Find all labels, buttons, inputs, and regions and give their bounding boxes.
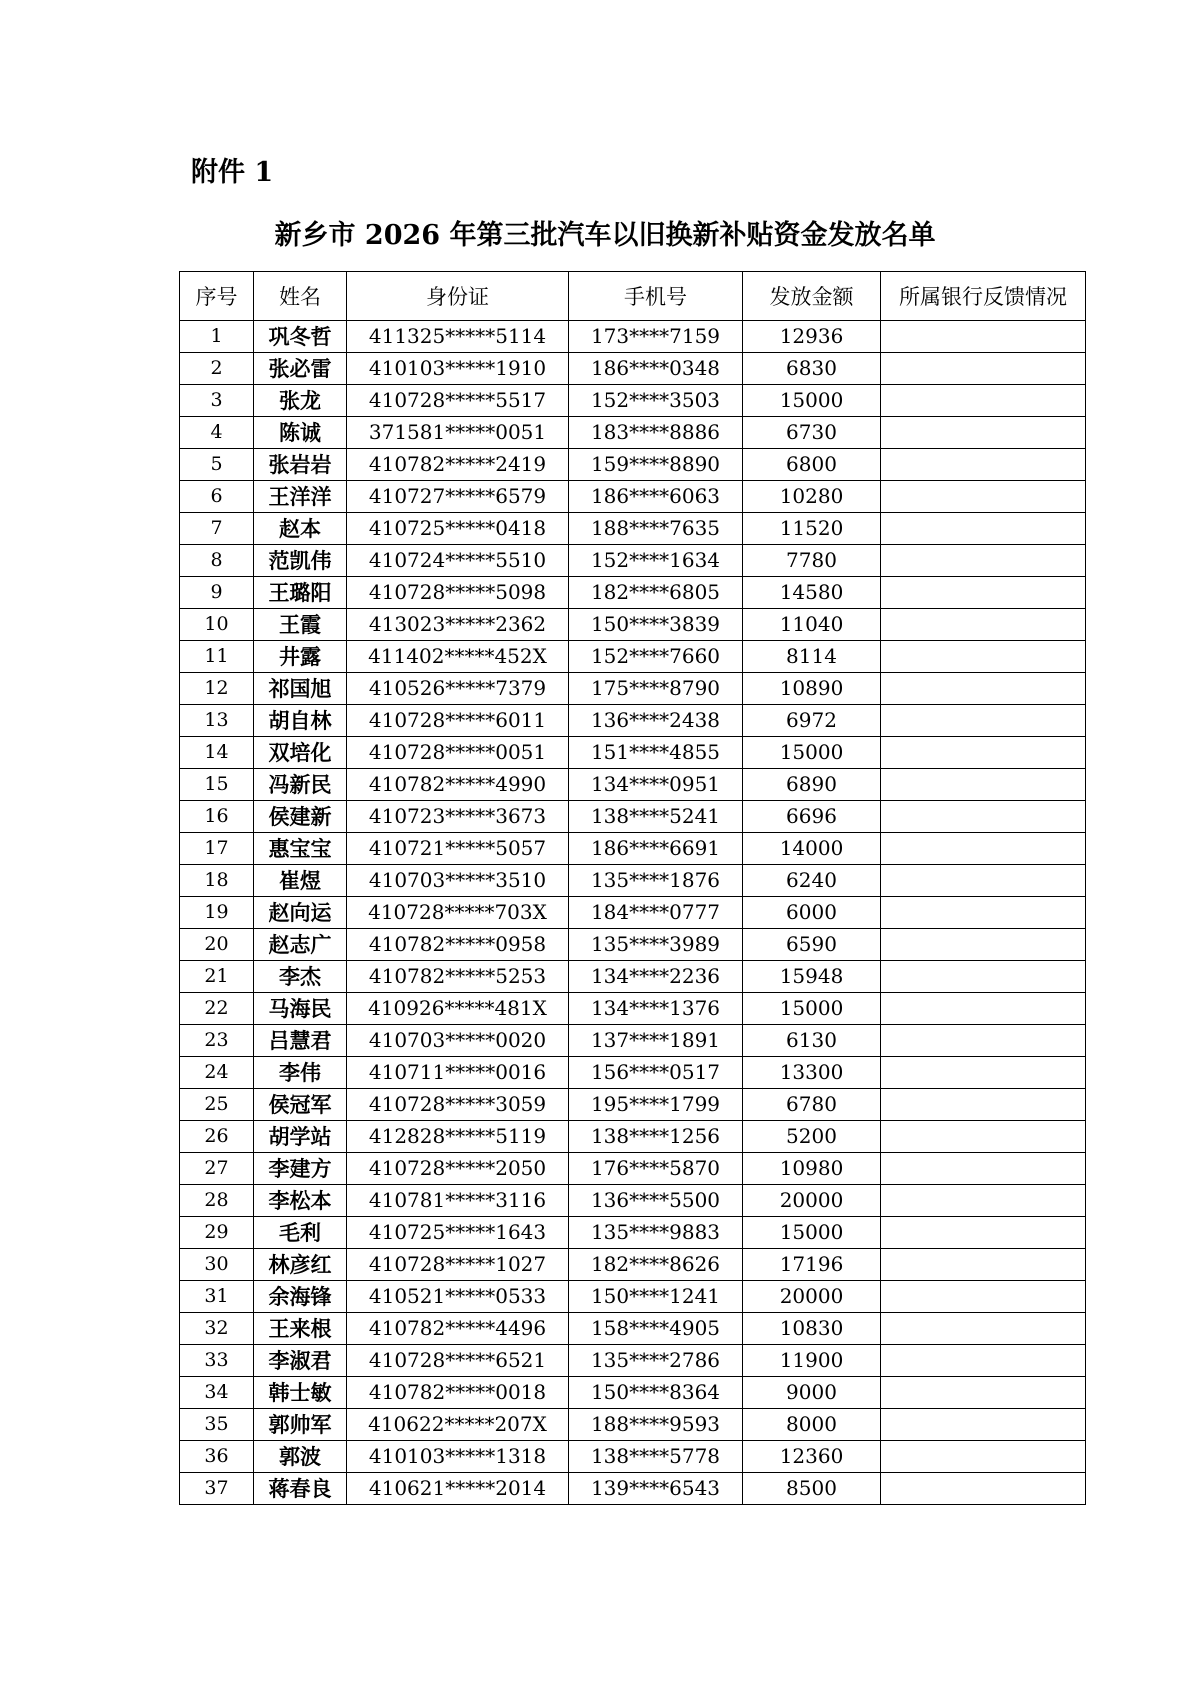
- cell-seq: 13: [180, 705, 254, 737]
- cell-bank-feedback: [881, 801, 1086, 833]
- table-row: [180, 417, 1086, 449]
- cell-seq: 16: [180, 801, 254, 833]
- cell-bank-feedback: [881, 1121, 1086, 1153]
- table-row: [180, 513, 1086, 545]
- cell-name: 陈诚: [254, 417, 347, 449]
- cell-seq: 35: [180, 1409, 254, 1441]
- cell-bank-feedback: [881, 865, 1086, 897]
- cell-name: 巩冬哲: [254, 321, 347, 353]
- cell-seq: 22: [180, 993, 254, 1025]
- cell-amount: 10830: [743, 1313, 881, 1345]
- cell-id-number: 410703*****3510: [347, 865, 569, 897]
- cell-amount: 6730: [743, 417, 881, 449]
- cell-seq: 20: [180, 929, 254, 961]
- cell-id-number: 410703*****0020: [347, 1025, 569, 1057]
- cell-id-number: 410782*****2419: [347, 449, 569, 481]
- cell-seq: 30: [180, 1249, 254, 1281]
- cell-amount: 8000: [743, 1409, 881, 1441]
- header-bank-feedback: 所属银行反馈情况: [881, 272, 1086, 321]
- cell-phone: 176****5870: [569, 1153, 743, 1185]
- cell-amount: 10280: [743, 481, 881, 513]
- cell-name: 蒋春良: [254, 1473, 347, 1505]
- cell-phone: 150****1241: [569, 1281, 743, 1313]
- cell-amount: 20000: [743, 1185, 881, 1217]
- cell-name: 王璐阳: [254, 577, 347, 609]
- cell-seq: 21: [180, 961, 254, 993]
- cell-amount: 11520: [743, 513, 881, 545]
- cell-bank-feedback: [881, 545, 1086, 577]
- cell-amount: 6240: [743, 865, 881, 897]
- table-row: [180, 769, 1086, 801]
- table-row: [180, 1153, 1086, 1185]
- cell-amount: 6780: [743, 1089, 881, 1121]
- cell-amount: 12360: [743, 1441, 881, 1473]
- cell-seq: 32: [180, 1313, 254, 1345]
- cell-amount: 10890: [743, 673, 881, 705]
- cell-amount: 5200: [743, 1121, 881, 1153]
- cell-name: 侯冠军: [254, 1089, 347, 1121]
- cell-name: 韩士敏: [254, 1377, 347, 1409]
- cell-bank-feedback: [881, 1441, 1086, 1473]
- cell-name: 余海锋: [254, 1281, 347, 1313]
- cell-id-number: 410621*****2014: [347, 1473, 569, 1505]
- cell-bank-feedback: [881, 1057, 1086, 1089]
- table-row: [180, 929, 1086, 961]
- cell-bank-feedback: [881, 1153, 1086, 1185]
- cell-phone: 195****1799: [569, 1089, 743, 1121]
- cell-bank-feedback: [881, 673, 1086, 705]
- table-row: [180, 1409, 1086, 1441]
- cell-phone: 135****3989: [569, 929, 743, 961]
- cell-bank-feedback: [881, 1217, 1086, 1249]
- cell-name: 范凯伟: [254, 545, 347, 577]
- cell-id-number: 410103*****1318: [347, 1441, 569, 1473]
- cell-id-number: 410727*****6579: [347, 481, 569, 513]
- cell-amount: 15000: [743, 737, 881, 769]
- table-row: [180, 961, 1086, 993]
- cell-id-number: 410728*****2050: [347, 1153, 569, 1185]
- cell-seq: 2: [180, 353, 254, 385]
- cell-phone: 138****5241: [569, 801, 743, 833]
- cell-seq: 25: [180, 1089, 254, 1121]
- cell-amount: 15000: [743, 1217, 881, 1249]
- cell-id-number: 410721*****5057: [347, 833, 569, 865]
- cell-phone: 152****3503: [569, 385, 743, 417]
- cell-seq: 1: [180, 321, 254, 353]
- cell-amount: 8114: [743, 641, 881, 673]
- cell-seq: 5: [180, 449, 254, 481]
- cell-name: 李伟: [254, 1057, 347, 1089]
- table-row: [180, 353, 1086, 385]
- cell-phone: 134****1376: [569, 993, 743, 1025]
- table-row: [180, 1217, 1086, 1249]
- cell-phone: 158****4905: [569, 1313, 743, 1345]
- table-row: [180, 1025, 1086, 1057]
- cell-bank-feedback: [881, 1089, 1086, 1121]
- cell-phone: 138****5778: [569, 1441, 743, 1473]
- table-row: [180, 1249, 1086, 1281]
- cell-bank-feedback: [881, 481, 1086, 513]
- cell-name: 李建方: [254, 1153, 347, 1185]
- table-row: [180, 385, 1086, 417]
- cell-phone: 173****7159: [569, 321, 743, 353]
- cell-bank-feedback: [881, 1345, 1086, 1377]
- cell-phone: 182****8626: [569, 1249, 743, 1281]
- cell-name: 张岩岩: [254, 449, 347, 481]
- cell-bank-feedback: [881, 385, 1086, 417]
- cell-bank-feedback: [881, 1313, 1086, 1345]
- table-row: [180, 673, 1086, 705]
- cell-name: 李杰: [254, 961, 347, 993]
- table-row: [180, 1313, 1086, 1345]
- cell-phone: 134****0951: [569, 769, 743, 801]
- cell-name: 王霞: [254, 609, 347, 641]
- cell-seq: 34: [180, 1377, 254, 1409]
- cell-id-number: 410725*****0418: [347, 513, 569, 545]
- cell-amount: 20000: [743, 1281, 881, 1313]
- cell-name: 双培化: [254, 737, 347, 769]
- cell-amount: 14580: [743, 577, 881, 609]
- table-row: [180, 737, 1086, 769]
- cell-id-number: 410724*****5510: [347, 545, 569, 577]
- cell-name: 冯新民: [254, 769, 347, 801]
- cell-bank-feedback: [881, 513, 1086, 545]
- cell-bank-feedback: [881, 1281, 1086, 1313]
- cell-id-number: 410526*****7379: [347, 673, 569, 705]
- cell-id-number: 410723*****3673: [347, 801, 569, 833]
- cell-seq: 9: [180, 577, 254, 609]
- cell-phone: 137****1891: [569, 1025, 743, 1057]
- table-row: [180, 1281, 1086, 1313]
- cell-name: 侯建新: [254, 801, 347, 833]
- cell-bank-feedback: [881, 609, 1086, 641]
- table-row: [180, 1121, 1086, 1153]
- cell-phone: 184****0777: [569, 897, 743, 929]
- cell-id-number: 410728*****6521: [347, 1345, 569, 1377]
- header-amount: 发放金额: [743, 272, 881, 321]
- cell-phone: 138****1256: [569, 1121, 743, 1153]
- header-name: 姓名: [254, 272, 347, 321]
- cell-name: 胡自林: [254, 705, 347, 737]
- cell-seq: 26: [180, 1121, 254, 1153]
- cell-seq: 15: [180, 769, 254, 801]
- cell-amount: 6590: [743, 929, 881, 961]
- cell-amount: 6130: [743, 1025, 881, 1057]
- cell-name: 祁国旭: [254, 673, 347, 705]
- table-row: [180, 641, 1086, 673]
- cell-name: 毛利: [254, 1217, 347, 1249]
- cell-seq: 17: [180, 833, 254, 865]
- cell-name: 林彦红: [254, 1249, 347, 1281]
- cell-seq: 36: [180, 1441, 254, 1473]
- cell-amount: 6830: [743, 353, 881, 385]
- cell-name: 张必雷: [254, 353, 347, 385]
- table-row: [180, 897, 1086, 929]
- document-title: [0, 216, 1190, 256]
- cell-amount: 15000: [743, 385, 881, 417]
- cell-phone: 135****1876: [569, 865, 743, 897]
- cell-seq: 4: [180, 417, 254, 449]
- attachment-label: 附件 1: [191, 157, 274, 188]
- document-title-text: 新乡市 2026 年第三批汽车以旧换新补贴资金发放名单: [274, 220, 936, 251]
- cell-phone: 151****4855: [569, 737, 743, 769]
- cell-name: 郭帅军: [254, 1409, 347, 1441]
- cell-phone: 183****8886: [569, 417, 743, 449]
- cell-seq: 23: [180, 1025, 254, 1057]
- table-row: [180, 577, 1086, 609]
- cell-name: 王来根: [254, 1313, 347, 1345]
- cell-seq: 18: [180, 865, 254, 897]
- cell-amount: 6696: [743, 801, 881, 833]
- table-row: [180, 1057, 1086, 1089]
- cell-name: 李淑君: [254, 1345, 347, 1377]
- cell-phone: 134****2236: [569, 961, 743, 993]
- table-body: [180, 321, 1086, 1505]
- cell-id-number: 410782*****0018: [347, 1377, 569, 1409]
- cell-name: 赵本: [254, 513, 347, 545]
- cell-bank-feedback: [881, 769, 1086, 801]
- cell-amount: 6800: [743, 449, 881, 481]
- cell-phone: 186****6063: [569, 481, 743, 513]
- cell-id-number: 410781*****3116: [347, 1185, 569, 1217]
- cell-bank-feedback: [881, 449, 1086, 481]
- cell-id-number: 410728*****703X: [347, 897, 569, 929]
- cell-phone: 175****8790: [569, 673, 743, 705]
- header-seq: 序号: [180, 272, 254, 321]
- cell-phone: 182****6805: [569, 577, 743, 609]
- cell-name: 惠宝宝: [254, 833, 347, 865]
- cell-name: 赵向运: [254, 897, 347, 929]
- cell-id-number: 412828*****5119: [347, 1121, 569, 1153]
- table-row: [180, 1473, 1086, 1505]
- cell-id-number: 410728*****5098: [347, 577, 569, 609]
- cell-phone: 139****6543: [569, 1473, 743, 1505]
- cell-bank-feedback: [881, 833, 1086, 865]
- table-row: [180, 1377, 1086, 1409]
- cell-name: 李松本: [254, 1185, 347, 1217]
- cell-bank-feedback: [881, 321, 1086, 353]
- cell-bank-feedback: [881, 1185, 1086, 1217]
- cell-bank-feedback: [881, 1473, 1086, 1505]
- cell-amount: 6000: [743, 897, 881, 929]
- cell-phone: 159****8890: [569, 449, 743, 481]
- table-row: [180, 865, 1086, 897]
- cell-id-number: 410728*****0051: [347, 737, 569, 769]
- cell-id-number: 411325*****5114: [347, 321, 569, 353]
- cell-amount: 8500: [743, 1473, 881, 1505]
- cell-id-number: 410782*****4496: [347, 1313, 569, 1345]
- cell-bank-feedback: [881, 993, 1086, 1025]
- cell-id-number: 410782*****4990: [347, 769, 569, 801]
- cell-phone: 150****8364: [569, 1377, 743, 1409]
- table-row: [180, 609, 1086, 641]
- cell-amount: 15948: [743, 961, 881, 993]
- table-row: [180, 1185, 1086, 1217]
- cell-phone: 136****2438: [569, 705, 743, 737]
- table-row: [180, 481, 1086, 513]
- cell-seq: 29: [180, 1217, 254, 1249]
- cell-bank-feedback: [881, 577, 1086, 609]
- cell-id-number: 410782*****5253: [347, 961, 569, 993]
- cell-seq: 11: [180, 641, 254, 673]
- header-phone: 手机号: [569, 272, 743, 321]
- cell-id-number: 410622*****207X: [347, 1409, 569, 1441]
- cell-seq: 7: [180, 513, 254, 545]
- subsidy-table: [179, 271, 1086, 1505]
- cell-name: 井露: [254, 641, 347, 673]
- cell-amount: 6972: [743, 705, 881, 737]
- cell-seq: 10: [180, 609, 254, 641]
- cell-phone: 135****2786: [569, 1345, 743, 1377]
- cell-bank-feedback: [881, 737, 1086, 769]
- cell-name: 吕慧君: [254, 1025, 347, 1057]
- table-row: [180, 1441, 1086, 1473]
- cell-amount: 7780: [743, 545, 881, 577]
- cell-seq: 19: [180, 897, 254, 929]
- cell-seq: 6: [180, 481, 254, 513]
- cell-phone: 152****1634: [569, 545, 743, 577]
- cell-phone: 156****0517: [569, 1057, 743, 1089]
- cell-name: 马海民: [254, 993, 347, 1025]
- cell-id-number: 410521*****0533: [347, 1281, 569, 1313]
- cell-amount: 13300: [743, 1057, 881, 1089]
- header-row: [180, 272, 1086, 321]
- cell-bank-feedback: [881, 1025, 1086, 1057]
- cell-seq: 8: [180, 545, 254, 577]
- cell-name: 赵志广: [254, 929, 347, 961]
- cell-id-number: 410711*****0016: [347, 1057, 569, 1089]
- cell-bank-feedback: [881, 1249, 1086, 1281]
- cell-seq: 27: [180, 1153, 254, 1185]
- cell-name: 张龙: [254, 385, 347, 417]
- table-row: [180, 833, 1086, 865]
- cell-amount: 17196: [743, 1249, 881, 1281]
- table-row: [180, 545, 1086, 577]
- cell-phone: 136****5500: [569, 1185, 743, 1217]
- cell-amount: 11900: [743, 1345, 881, 1377]
- cell-phone: 188****7635: [569, 513, 743, 545]
- cell-amount: 10980: [743, 1153, 881, 1185]
- cell-bank-feedback: [881, 417, 1086, 449]
- cell-id-number: 410926*****481X: [347, 993, 569, 1025]
- cell-name: 王洋洋: [254, 481, 347, 513]
- cell-phone: 186****0348: [569, 353, 743, 385]
- cell-bank-feedback: [881, 705, 1086, 737]
- cell-bank-feedback: [881, 1377, 1086, 1409]
- cell-id-number: 411402*****452X: [347, 641, 569, 673]
- table-row: [180, 801, 1086, 833]
- cell-phone: 152****7660: [569, 641, 743, 673]
- cell-name: 崔煜: [254, 865, 347, 897]
- cell-name: 郭波: [254, 1441, 347, 1473]
- cell-bank-feedback: [881, 897, 1086, 929]
- cell-id-number: 413023*****2362: [347, 609, 569, 641]
- cell-amount: 11040: [743, 609, 881, 641]
- cell-bank-feedback: [881, 929, 1086, 961]
- cell-id-number: 410728*****6011: [347, 705, 569, 737]
- table-row: [180, 705, 1086, 737]
- cell-phone: 188****9593: [569, 1409, 743, 1441]
- cell-id-number: 410725*****1643: [347, 1217, 569, 1249]
- cell-seq: 33: [180, 1345, 254, 1377]
- table-row: [180, 1089, 1086, 1121]
- cell-seq: 14: [180, 737, 254, 769]
- table-row: [180, 993, 1086, 1025]
- cell-seq: 12: [180, 673, 254, 705]
- cell-id-number: 371581*****0051: [347, 417, 569, 449]
- cell-id-number: 410782*****0958: [347, 929, 569, 961]
- cell-seq: 28: [180, 1185, 254, 1217]
- cell-id-number: 410103*****1910: [347, 353, 569, 385]
- cell-bank-feedback: [881, 1409, 1086, 1441]
- cell-amount: 15000: [743, 993, 881, 1025]
- cell-id-number: 410728*****5517: [347, 385, 569, 417]
- header-id-number: 身份证: [347, 272, 569, 321]
- cell-bank-feedback: [881, 961, 1086, 993]
- cell-seq: 37: [180, 1473, 254, 1505]
- cell-seq: 24: [180, 1057, 254, 1089]
- cell-seq: 3: [180, 385, 254, 417]
- cell-phone: 135****9883: [569, 1217, 743, 1249]
- table-row: [180, 449, 1086, 481]
- cell-amount: 14000: [743, 833, 881, 865]
- table-row: [180, 1345, 1086, 1377]
- cell-id-number: 410728*****3059: [347, 1089, 569, 1121]
- cell-phone: 150****3839: [569, 609, 743, 641]
- cell-seq: 31: [180, 1281, 254, 1313]
- cell-amount: 6890: [743, 769, 881, 801]
- cell-phone: 186****6691: [569, 833, 743, 865]
- table-row: [180, 321, 1086, 353]
- cell-id-number: 410728*****1027: [347, 1249, 569, 1281]
- cell-amount: 9000: [743, 1377, 881, 1409]
- table-header: [180, 272, 1086, 321]
- cell-bank-feedback: [881, 353, 1086, 385]
- cell-bank-feedback: [881, 641, 1086, 673]
- cell-name: 胡学站: [254, 1121, 347, 1153]
- cell-amount: 12936: [743, 321, 881, 353]
